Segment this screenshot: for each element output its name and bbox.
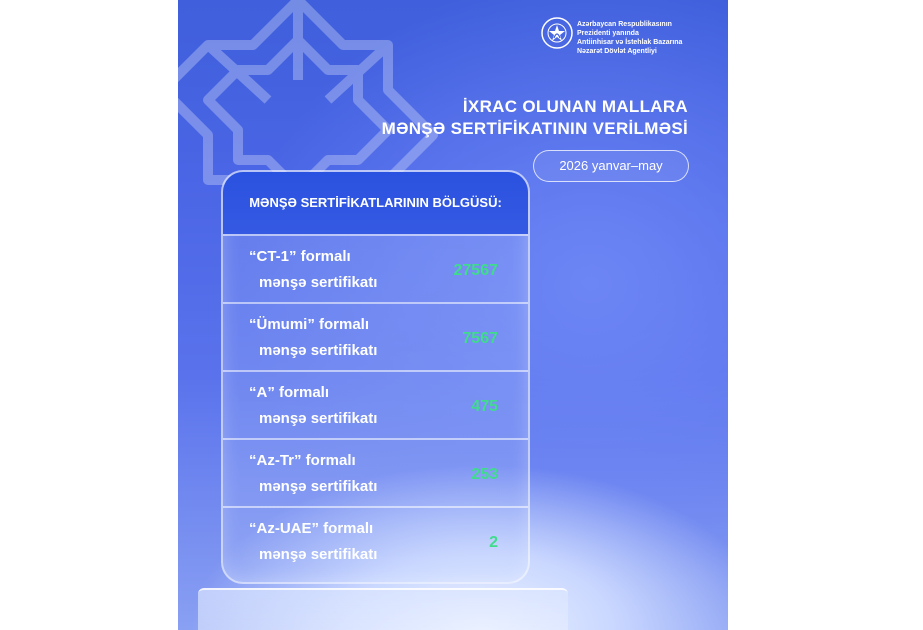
row-value: 253: [471, 466, 498, 483]
agency-line: Prezidenti yanında: [577, 30, 639, 37]
row-label-line2: mənşə sertifikatı: [259, 410, 378, 427]
title-line-2: MƏNŞƏ SERTİFİKATININ VERİLMƏSİ: [381, 119, 688, 138]
row-label-line1: “Az-UAE” formalı: [249, 520, 374, 537]
agency-line: Azərbaycan Respublikasının: [577, 21, 672, 28]
row-label-line1: “Ümumi” formalı: [249, 316, 370, 333]
row-value: 27567: [453, 262, 498, 279]
agency-line: Nəzarət Dövlət Agentliyi: [577, 48, 657, 55]
row-value: 7567: [462, 330, 498, 347]
title-line-1: İXRAC OLUNAN MALLARA: [462, 97, 688, 116]
row-label-line2: mənşə sertifikatı: [259, 342, 378, 359]
row-label-line1: “CT-1” formalı: [249, 248, 351, 265]
period-badge: 2026 yanvar–may: [533, 150, 689, 182]
certificate-row-azuae: [223, 506, 528, 574]
certificates-card: [221, 170, 530, 584]
state-emblem-icon: [540, 16, 574, 50]
certificate-row-aztr: [223, 438, 528, 506]
certificate-row-a: [223, 370, 528, 438]
row-value: 475: [471, 398, 498, 415]
agency-header: [540, 16, 720, 60]
infographic-poster: [178, 0, 728, 630]
row-label-line2: mənşə sertifikatı: [259, 478, 378, 495]
glass-pedestal: [198, 588, 568, 630]
row-value: 2: [489, 534, 498, 551]
row-label-line1: “Az-Tr” formalı: [249, 452, 356, 469]
agency-line: Antiinhisar və İstehlak Bazarına: [577, 39, 683, 46]
certificate-row-ct1: [223, 234, 528, 302]
card-heading: MƏNŞƏ SERTİFİKATLARININ BÖLGÜSÜ:: [223, 172, 528, 234]
certificate-row-umumi: [223, 302, 528, 370]
agency-name: [577, 20, 682, 56]
page-title: [382, 96, 688, 140]
row-label-line2: mənşə sertifikatı: [259, 546, 378, 563]
row-label-line1: “A” formalı: [249, 384, 330, 401]
row-label-line2: mənşə sertifikatı: [259, 274, 378, 291]
